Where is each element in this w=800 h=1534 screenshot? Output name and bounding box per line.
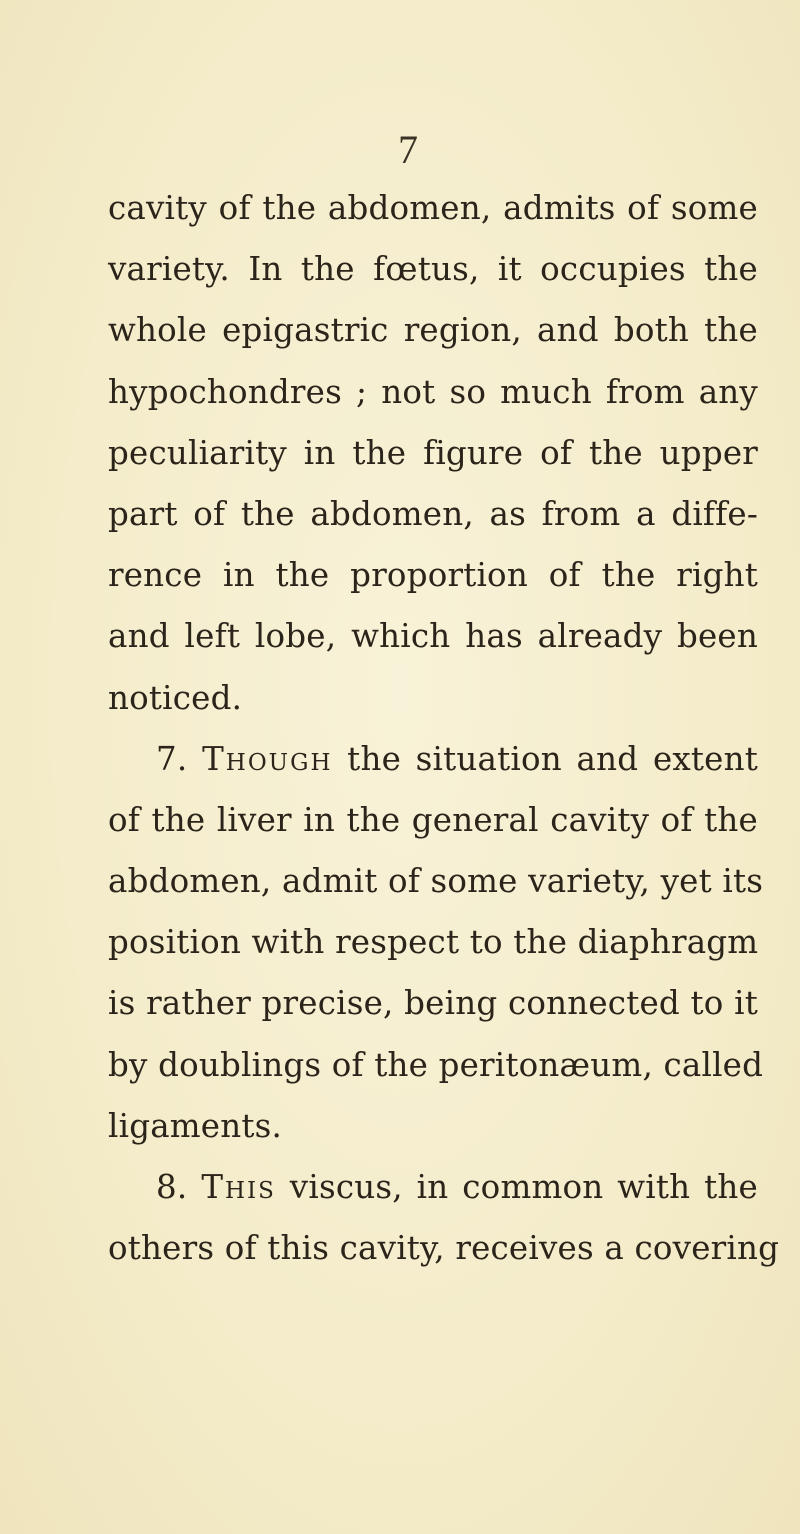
text-line: whole epigastric region, and both the [108, 311, 758, 350]
paragraph-number: 8. [156, 1168, 202, 1206]
text-line: peculiarity in the figure of the upper [108, 433, 758, 472]
text-line: of the liver in the general cavity of the [108, 800, 758, 839]
text-line: others of this cavity, receives a covering [108, 1229, 780, 1268]
text-line: part of the abdomen, as from a diffe- [108, 494, 758, 533]
small-caps-word: This [201, 1168, 276, 1206]
text-line: cavity of the abdomen, admits of some [108, 189, 758, 227]
small-caps-word: Though [202, 739, 333, 778]
paragraph-8-opening-line [108, 1157, 758, 1218]
text-line: variety. In the fœtus, it occupies the [108, 250, 758, 289]
body-text [108, 178, 780, 1279]
text-line: by doublings of the peritonæum, called [108, 1045, 764, 1084]
text-span: the situation and extent [332, 739, 758, 778]
paragraph-7-opening-line [108, 729, 758, 790]
text-line: and left lobe, which has already been [108, 617, 758, 656]
text-line: ligaments. [108, 1106, 283, 1145]
text-line: rence in the proportion of the right [108, 556, 758, 595]
paragraph-number: 7. [156, 739, 203, 778]
page-number: 7 [398, 127, 418, 172]
text-line: position with respect to the diaphragm [108, 923, 759, 962]
text-line: is rather precise, being connected to it [108, 984, 758, 1023]
text-span: viscus, in common with the [275, 1168, 758, 1206]
text-line: hypochondres ; not so much from any [108, 372, 758, 411]
text-line: noticed. [108, 678, 243, 717]
text-line: abdomen, admit of some variety, yet its [108, 862, 764, 901]
